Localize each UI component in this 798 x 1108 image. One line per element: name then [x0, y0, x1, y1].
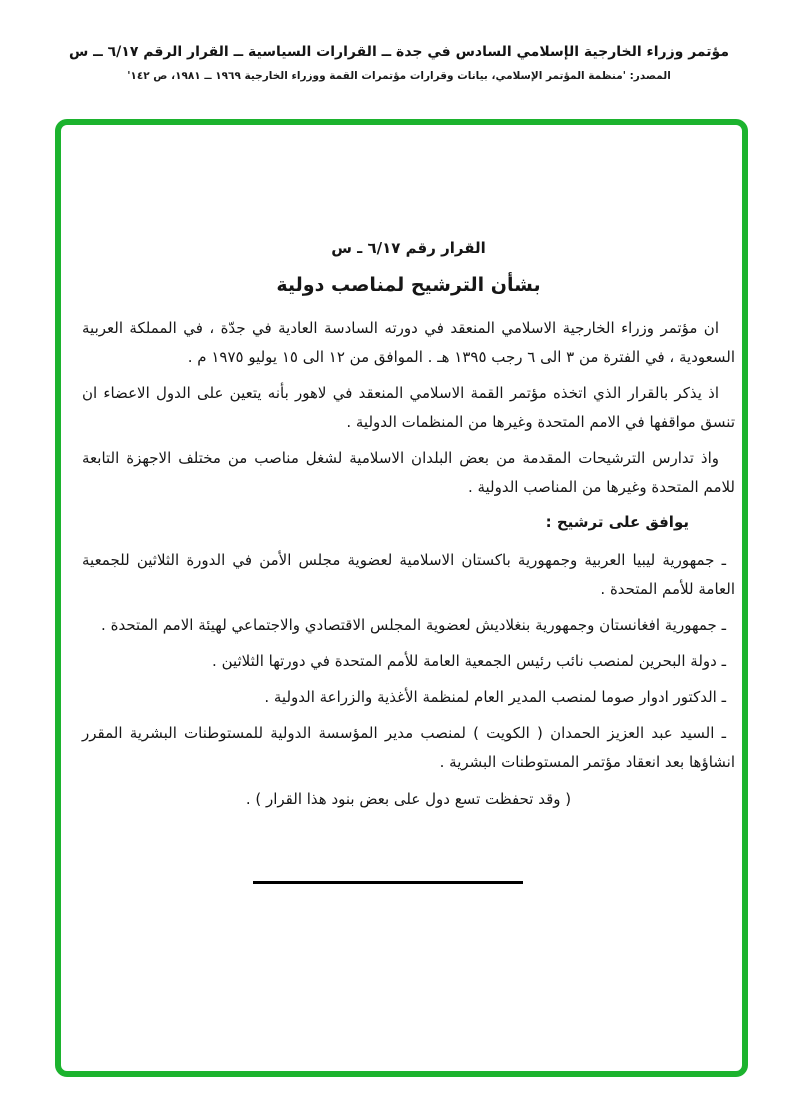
resolution-subject-title: بشأن الترشيح لمناصب دولية [276, 274, 541, 296]
resolution-body [82, 237, 735, 814]
nomination-item-5: ـ السيد عبد العزيز الحمدان ( الكويت ) لمنصب مدير المؤسسة الدولية للمستوطنات البشرية المقرر انشاؤها بعد انعقاد مؤتمر المستوطنات البشرية . [82, 724, 735, 771]
reservation-note: ( وقد تحفظت تسع دول على بعض بنود هذا القرار ) . [245, 790, 572, 808]
approval-heading: يوافق على ترشيح : [545, 513, 689, 531]
nomination-item-2: ـ جمهورية افغانستان وجمهورية بنغلاديش لعضوية المجلس الاقتصادي والاجتماعي لهيئة الامم المتحدة . [101, 616, 726, 634]
document-header [0, 44, 798, 82]
preamble-paragraph-3: واذ تدارس الترشيحات المقدمة من بعض البلدان الاسلامية لشغل مناصب من مختلف الاجهزة التابعة للامم المتحدة وغيرها من المناصب الدولية . [82, 449, 735, 496]
preamble-paragraph-2: اذ يذكر بالقرار الذي اتخذه مؤتمر القمة الاسلامي المنعقد في لاهور بأنه يتعين على الدول الاعضاء ان تنسق مواقفها في الامم المتحدة وغيرها من المنظمات الدولية . [82, 384, 735, 431]
nomination-item-1: ـ جمهورية ليبيا العربية وجمهورية باكستان الاسلامية لعضوية مجلس الأمن في الدورة الثلاثين للجمعية العامة للأمم المتحدة . [82, 551, 735, 598]
highlight-border-box [55, 119, 748, 1077]
header-conference-title: مؤتمر وزراء الخارجية الإسلامي السادس في جدة ــ القرارات السياسية ــ القرار الرقم ٦/١٧ ــ س [68, 44, 730, 60]
nomination-item-3: ـ دولة البحرين لمنصب نائب رئيس الجمعية العامة للأمم المتحدة في دورتها الثلاثين . [212, 652, 726, 670]
preamble-paragraph-1: ان مؤتمر وزراء الخارجية الاسلامي المنعقد في دورته السادسة العادية في جدّة ، في المملكة العربية السعودية ، في الفترة من ٣ الى ٦ رجب ١٣٩٥ هـ . الموافق من ١٢ الى ١٥ يوليو ١٩٧٥ م . [82, 319, 735, 366]
header-source-citation: المصدر: 'منظمة المؤتمر الإسلامي، بيانات وقرارات مؤتمرات القمة ووزراء الخارجية ١٩٦٩ ــ ١٩٨١، ص ١٤٢' [127, 70, 671, 82]
resolution-number: القرار رقم ٦/١٧ ـ س [331, 239, 486, 257]
nomination-item-4: ـ الدكتور ادوار صوما لمنصب المدير العام لمنظمة الأغذية والزراعة الدولية . [264, 688, 726, 706]
footer-divider-line [253, 881, 523, 884]
